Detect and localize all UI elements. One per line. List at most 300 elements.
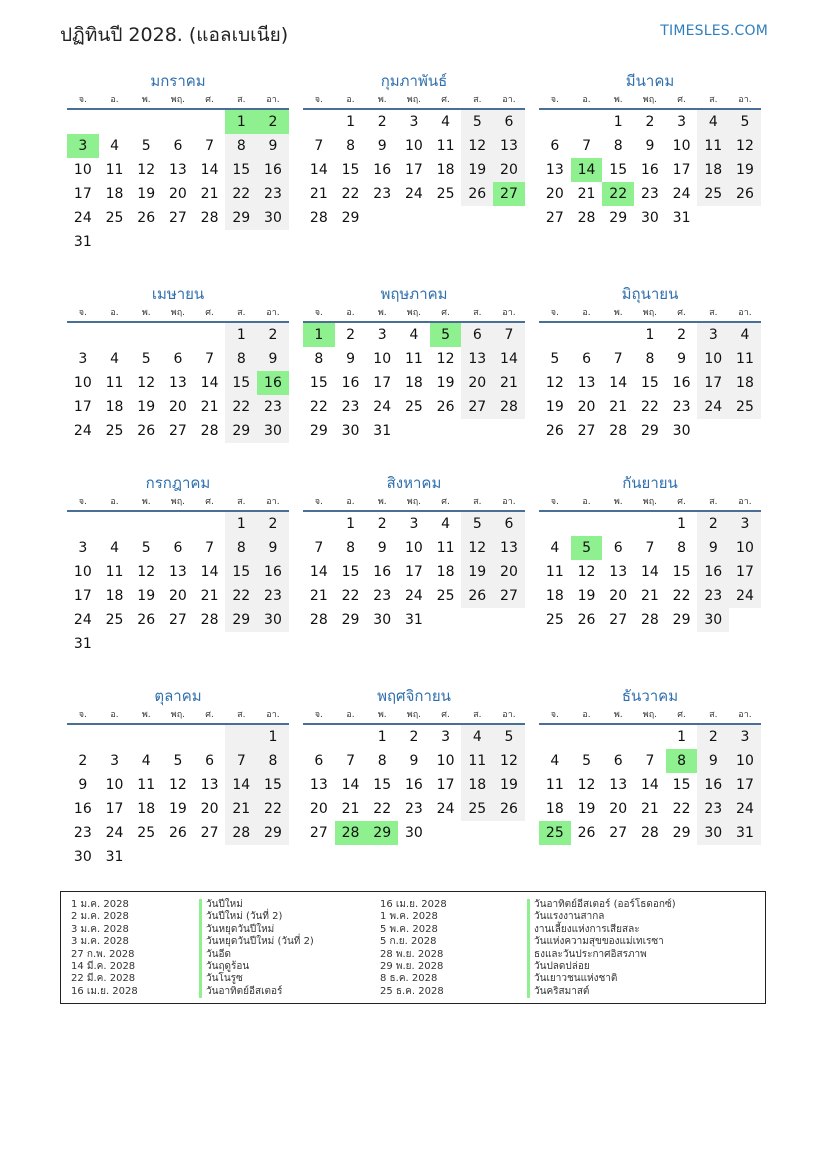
week-row	[67, 584, 289, 608]
day-cell: 27	[609, 612, 628, 628]
empty-day-cell	[335, 725, 367, 749]
day-cell: 23	[672, 399, 691, 415]
weekend-day-cell: 13	[493, 134, 525, 158]
empty-day-cell	[430, 206, 462, 230]
weekend-day-cell: 20	[493, 560, 525, 584]
weekend-day-cell: 6	[461, 323, 493, 347]
weekend-day-cell: 7	[493, 323, 525, 347]
day-cell: 3	[78, 540, 88, 556]
day-cell: 23	[373, 186, 392, 202]
week-row	[303, 110, 525, 134]
weekday-label: อ.	[582, 95, 591, 105]
day-cell: 24	[373, 399, 392, 415]
day-cell: 28	[577, 210, 596, 226]
weekday-label: อา.	[738, 710, 752, 720]
weekend-day-cell: 9	[257, 134, 289, 158]
day-cell: 28	[309, 210, 328, 226]
weekday-label: ศ.	[205, 95, 214, 105]
weekend-day-cell: 18	[461, 773, 493, 797]
day-cell: 18	[436, 564, 455, 580]
empty-day-cell	[461, 206, 493, 230]
weekday-label: พฤ.	[170, 308, 186, 318]
empty-day-cell	[539, 512, 571, 536]
day-cell: 4	[550, 540, 560, 556]
day-cell: 3	[78, 351, 88, 367]
day-cell: 14	[341, 777, 360, 793]
day-cell: 23	[640, 186, 659, 202]
day-cell: 7	[645, 540, 655, 556]
weekday-label: อา.	[738, 497, 752, 507]
day-cell: 8	[346, 138, 355, 154]
day-cell: 12	[137, 564, 156, 580]
weekend-day-cell: 14	[225, 773, 257, 797]
day-cell: 21	[577, 186, 596, 202]
weekday-label: ส.	[473, 497, 482, 507]
legend-date: 22 มี.ค. 2028	[71, 973, 136, 985]
day-cell: 8	[677, 540, 687, 556]
weekend-day-cell: 19	[461, 560, 493, 584]
day-cell: 19	[436, 375, 455, 391]
week-row	[303, 773, 525, 797]
week-row	[303, 134, 525, 158]
legend-holiday-name: วันฤดูร้อน	[199, 961, 314, 973]
day-cell: 16	[373, 564, 392, 580]
empty-day-cell	[634, 725, 666, 749]
empty-day-cell	[430, 608, 462, 632]
day-cell: 7	[346, 753, 355, 769]
month-title: พฤศจิกายน	[377, 687, 451, 705]
empty-day-cell	[67, 512, 99, 536]
weekday-header	[67, 495, 289, 512]
day-cell: 14	[640, 564, 659, 580]
legend-date: 3 ม.ค. 2028	[71, 936, 129, 948]
day-cell: 19	[577, 588, 596, 604]
legend-holiday-name: วันอาทิตย์อีสเตอร์ (ออร์โธดอกซ์)	[527, 899, 676, 911]
empty-day-cell	[539, 110, 571, 134]
week-row	[303, 512, 525, 536]
weekend-day-cell: 23	[257, 584, 289, 608]
week-row	[539, 536, 761, 560]
week-row	[67, 773, 289, 797]
day-cell: 2	[377, 114, 387, 130]
day-cell: 6	[582, 351, 591, 367]
legend-date: 3 ม.ค. 2028	[71, 923, 129, 935]
legend-names-col-2	[527, 899, 676, 998]
day-cell: 6	[550, 138, 560, 154]
month-calendar	[67, 471, 289, 656]
day-cell: 26	[577, 825, 596, 841]
day-cell: 1	[677, 516, 687, 532]
weekend-day-cell: 16	[697, 773, 729, 797]
weekday-label: พฤ.	[170, 95, 186, 105]
weekday-header	[303, 708, 525, 725]
holiday-day-cell: 14	[571, 158, 603, 182]
day-cell: 9	[78, 777, 88, 793]
legend-date: 27 ก.พ. 2028	[71, 948, 135, 960]
month-calendar	[539, 471, 761, 632]
weekday-label: พ.	[613, 95, 623, 105]
empty-day-cell	[130, 512, 162, 536]
week-row	[539, 512, 761, 536]
legend-date: 25 ธ.ค. 2028	[380, 985, 444, 997]
weekday-label: อ.	[582, 308, 591, 318]
weekend-day-cell: 30	[697, 608, 729, 632]
week-row	[303, 821, 525, 845]
day-cell: 28	[200, 423, 219, 439]
holiday-legend	[60, 891, 766, 1004]
weekend-day-cell: 9	[697, 749, 729, 773]
day-cell: 27	[168, 612, 187, 628]
empty-day-cell	[303, 725, 335, 749]
day-cell: 18	[436, 162, 455, 178]
day-cell: 12	[545, 375, 564, 391]
day-cell: 17	[436, 777, 455, 793]
day-cell: 19	[137, 588, 156, 604]
month-calendar	[303, 282, 525, 443]
holiday-day-cell: 2	[257, 110, 289, 134]
day-cell: 29	[341, 612, 360, 628]
week-row	[539, 182, 761, 206]
empty-day-cell	[67, 323, 99, 347]
empty-day-cell	[398, 206, 430, 230]
day-cell: 17	[73, 186, 92, 202]
weekday-header	[539, 306, 761, 323]
week-row	[67, 110, 289, 134]
day-cell: 13	[200, 777, 219, 793]
week-row	[303, 584, 525, 608]
weekend-day-cell: 25	[461, 797, 493, 821]
weekend-day-cell: 20	[461, 371, 493, 395]
day-cell: 25	[105, 210, 124, 226]
day-cell: 6	[314, 753, 324, 769]
day-cell: 7	[314, 138, 324, 154]
empty-day-cell	[99, 110, 131, 134]
day-cell: 29	[672, 612, 691, 628]
empty-day-cell	[162, 323, 194, 347]
day-cell: 7	[582, 138, 591, 154]
weekday-label: ส.	[709, 95, 718, 105]
weekday-label: พ.	[141, 308, 151, 318]
day-cell: 9	[677, 351, 687, 367]
weekend-day-cell: 17	[729, 560, 761, 584]
weekend-day-cell: 1	[225, 323, 257, 347]
week-row	[303, 206, 525, 230]
weekend-day-cell: 10	[697, 347, 729, 371]
day-cell: 22	[640, 399, 659, 415]
holiday-day-cell: 27	[493, 182, 525, 206]
day-cell: 18	[105, 588, 124, 604]
day-cell: 10	[73, 564, 92, 580]
week-row	[67, 725, 289, 749]
day-cell: 13	[309, 777, 328, 793]
weekend-day-cell: 3	[729, 512, 761, 536]
empty-day-cell	[571, 110, 603, 134]
month-calendar	[67, 69, 289, 254]
day-cell: 13	[168, 564, 187, 580]
day-cell: 23	[404, 801, 423, 817]
empty-day-cell	[729, 419, 761, 443]
legend-date: 8 ธ.ค. 2028	[380, 973, 438, 985]
week-row	[67, 512, 289, 536]
empty-day-cell	[493, 821, 525, 845]
week-row	[539, 206, 761, 230]
day-cell: 31	[404, 612, 423, 628]
weekday-label: อา.	[502, 308, 516, 318]
weekday-label: อา.	[738, 308, 752, 318]
weekend-day-cell: 12	[461, 536, 493, 560]
weekday-label: อา.	[502, 95, 516, 105]
empty-day-cell	[366, 206, 398, 230]
weekday-label: จ.	[78, 710, 87, 720]
day-cell: 20	[309, 801, 328, 817]
day-cell: 27	[168, 210, 187, 226]
day-cell: 20	[609, 588, 628, 604]
day-cell: 24	[404, 186, 423, 202]
weekend-day-cell: 9	[697, 536, 729, 560]
day-cell: 7	[205, 351, 215, 367]
day-cell: 24	[73, 423, 92, 439]
day-cell: 7	[613, 351, 623, 367]
empty-day-cell	[130, 632, 162, 656]
month-title: มกราคม	[150, 72, 206, 90]
day-cell: 15	[640, 375, 659, 391]
day-cell: 27	[309, 825, 328, 841]
weekend-day-cell: 17	[729, 773, 761, 797]
weekday-label: พ.	[613, 308, 623, 318]
weekday-label: ศ.	[677, 308, 686, 318]
legend-holiday-name: วันปีใหม่	[199, 899, 314, 911]
weekend-day-cell: 4	[461, 725, 493, 749]
legend-holiday-name: วันปลดปล่อย	[527, 961, 676, 973]
weekend-day-cell: 26	[461, 182, 493, 206]
day-cell: 11	[105, 162, 124, 178]
weekend-day-cell: 2	[697, 725, 729, 749]
holiday-day-cell: 16	[257, 371, 289, 395]
month-title: กันยายน	[622, 474, 678, 492]
day-cell: 30	[73, 849, 92, 865]
empty-day-cell	[539, 323, 571, 347]
weekday-label: พฤ.	[642, 95, 658, 105]
weekend-day-cell: 19	[493, 773, 525, 797]
weekend-day-cell: 23	[697, 797, 729, 821]
weekday-label: พฤ.	[406, 497, 422, 507]
weekday-label: พฤ.	[642, 497, 658, 507]
legend-dates-col-1	[71, 899, 138, 998]
weekday-label: ศ.	[677, 95, 686, 105]
weekday-header	[67, 93, 289, 110]
day-cell: 12	[577, 564, 596, 580]
day-cell: 5	[173, 753, 183, 769]
month-title: กุมภาพันธ์	[380, 72, 448, 90]
day-cell: 16	[373, 162, 392, 178]
week-row	[67, 560, 289, 584]
day-cell: 6	[173, 351, 183, 367]
week-row	[303, 419, 525, 443]
week-row	[539, 371, 761, 395]
day-cell: 30	[373, 612, 392, 628]
weekend-day-cell: 23	[257, 182, 289, 206]
empty-day-cell	[729, 608, 761, 632]
week-row	[67, 395, 289, 419]
month-calendar	[67, 282, 289, 443]
weekend-day-cell: 19	[729, 158, 761, 182]
weekday-header	[539, 93, 761, 110]
empty-day-cell	[697, 206, 729, 230]
day-cell: 21	[200, 588, 219, 604]
empty-day-cell	[697, 419, 729, 443]
month-title: กรกฎาคม	[145, 474, 211, 492]
weekday-label: จ.	[314, 308, 323, 318]
weekend-day-cell: 24	[729, 797, 761, 821]
weekday-label: อ.	[110, 497, 119, 507]
day-cell: 30	[404, 825, 423, 841]
day-cell: 2	[645, 114, 655, 130]
weekday-label: ส.	[237, 95, 246, 105]
empty-day-cell	[461, 608, 493, 632]
site-link[interactable]: TIMESLES.COM	[660, 23, 768, 39]
empty-day-cell	[225, 845, 257, 869]
legend-date: 1 ม.ค. 2028	[71, 899, 129, 910]
day-cell: 15	[309, 375, 328, 391]
week-row	[67, 536, 289, 560]
weekday-header	[67, 708, 289, 725]
day-cell: 29	[341, 210, 360, 226]
day-cell: 9	[645, 138, 655, 154]
week-row	[539, 749, 761, 773]
holiday-day-cell: 1	[303, 323, 335, 347]
day-cell: 25	[105, 423, 124, 439]
day-cell: 14	[200, 564, 219, 580]
day-cell: 12	[168, 777, 187, 793]
weekend-day-cell: 25	[729, 395, 761, 419]
day-cell: 15	[341, 162, 360, 178]
day-cell: 19	[577, 801, 596, 817]
empty-day-cell	[99, 512, 131, 536]
weekend-day-cell: 20	[493, 158, 525, 182]
weekend-day-cell: 13	[493, 536, 525, 560]
day-cell: 8	[377, 753, 387, 769]
empty-day-cell	[493, 419, 525, 443]
weekend-day-cell: 18	[729, 371, 761, 395]
day-cell: 2	[409, 729, 419, 745]
week-row	[303, 608, 525, 632]
day-cell: 11	[436, 138, 455, 154]
weekend-day-cell: 24	[697, 395, 729, 419]
week-row	[67, 845, 289, 869]
day-cell: 30	[341, 423, 360, 439]
empty-day-cell	[571, 725, 603, 749]
weekend-day-cell: 19	[461, 158, 493, 182]
day-cell: 2	[677, 327, 687, 343]
weekend-day-cell: 11	[729, 347, 761, 371]
day-cell: 7	[205, 138, 215, 154]
empty-day-cell	[225, 230, 257, 254]
empty-day-cell	[602, 512, 634, 536]
day-cell: 31	[105, 849, 124, 865]
day-cell: 14	[200, 375, 219, 391]
day-cell: 1	[346, 516, 355, 532]
month-calendar	[303, 69, 525, 230]
day-cell: 11	[545, 564, 564, 580]
empty-day-cell	[194, 845, 226, 869]
weekday-label: พฤ.	[170, 710, 186, 720]
day-cell: 11	[545, 777, 564, 793]
empty-day-cell	[99, 632, 131, 656]
week-row	[539, 158, 761, 182]
weekend-day-cell: 1	[257, 725, 289, 749]
weekday-label: จ.	[314, 497, 323, 507]
day-cell: 28	[309, 612, 328, 628]
day-cell: 13	[168, 162, 187, 178]
holiday-day-cell: 5	[430, 323, 462, 347]
weekend-day-cell: 15	[225, 560, 257, 584]
week-row	[67, 632, 289, 656]
day-cell: 26	[137, 210, 156, 226]
day-cell: 10	[105, 777, 124, 793]
weekday-label: จ.	[78, 497, 87, 507]
weekend-day-cell: 17	[697, 371, 729, 395]
day-cell: 6	[173, 540, 183, 556]
empty-day-cell	[162, 632, 194, 656]
weekday-label: พฤ.	[642, 710, 658, 720]
day-cell: 10	[404, 540, 423, 556]
weekday-label: พ.	[377, 95, 387, 105]
day-cell: 4	[110, 351, 119, 367]
weekday-label: จ.	[550, 95, 559, 105]
week-row	[303, 560, 525, 584]
day-cell: 6	[613, 540, 623, 556]
day-cell: 15	[341, 564, 360, 580]
month-title: ตุลาคม	[154, 687, 202, 705]
weekday-label: ศ.	[441, 497, 450, 507]
holiday-day-cell: 28	[335, 821, 367, 845]
weekend-day-cell: 15	[225, 158, 257, 182]
weekday-label: จ.	[314, 95, 323, 105]
empty-day-cell	[430, 419, 462, 443]
legend-date: 28 พ.ย. 2028	[380, 948, 444, 960]
weekday-label: พ.	[613, 710, 623, 720]
legend-holiday-name: วันโนรูซ	[199, 973, 314, 985]
day-cell: 21	[200, 399, 219, 415]
day-cell: 16	[672, 375, 691, 391]
empty-day-cell	[99, 230, 131, 254]
day-cell: 4	[110, 138, 119, 154]
day-cell: 20	[577, 399, 596, 415]
day-cell: 25	[105, 612, 124, 628]
day-cell: 15	[672, 564, 691, 580]
day-cell: 17	[73, 588, 92, 604]
weekend-day-cell: 30	[257, 206, 289, 230]
weekday-header	[303, 495, 525, 512]
weekday-label: อ.	[110, 710, 119, 720]
weekend-day-cell: 8	[225, 536, 257, 560]
legend-date: 1 พ.ค. 2028	[380, 911, 438, 923]
empty-day-cell	[162, 725, 194, 749]
weekday-header	[539, 495, 761, 512]
weekday-label: พ.	[377, 308, 387, 318]
empty-day-cell	[130, 845, 162, 869]
weekend-day-cell: 13	[461, 347, 493, 371]
day-cell: 29	[640, 423, 659, 439]
weekday-label: พ.	[377, 497, 387, 507]
weekday-label: จ.	[550, 710, 559, 720]
weekend-day-cell: 3	[729, 725, 761, 749]
legend-holiday-name: วันหยุดวันปีใหม่ (วันที่ 2)	[199, 936, 314, 948]
day-cell: 10	[404, 138, 423, 154]
day-cell: 1	[377, 729, 387, 745]
day-cell: 3	[409, 114, 419, 130]
weekend-day-cell: 5	[461, 512, 493, 536]
